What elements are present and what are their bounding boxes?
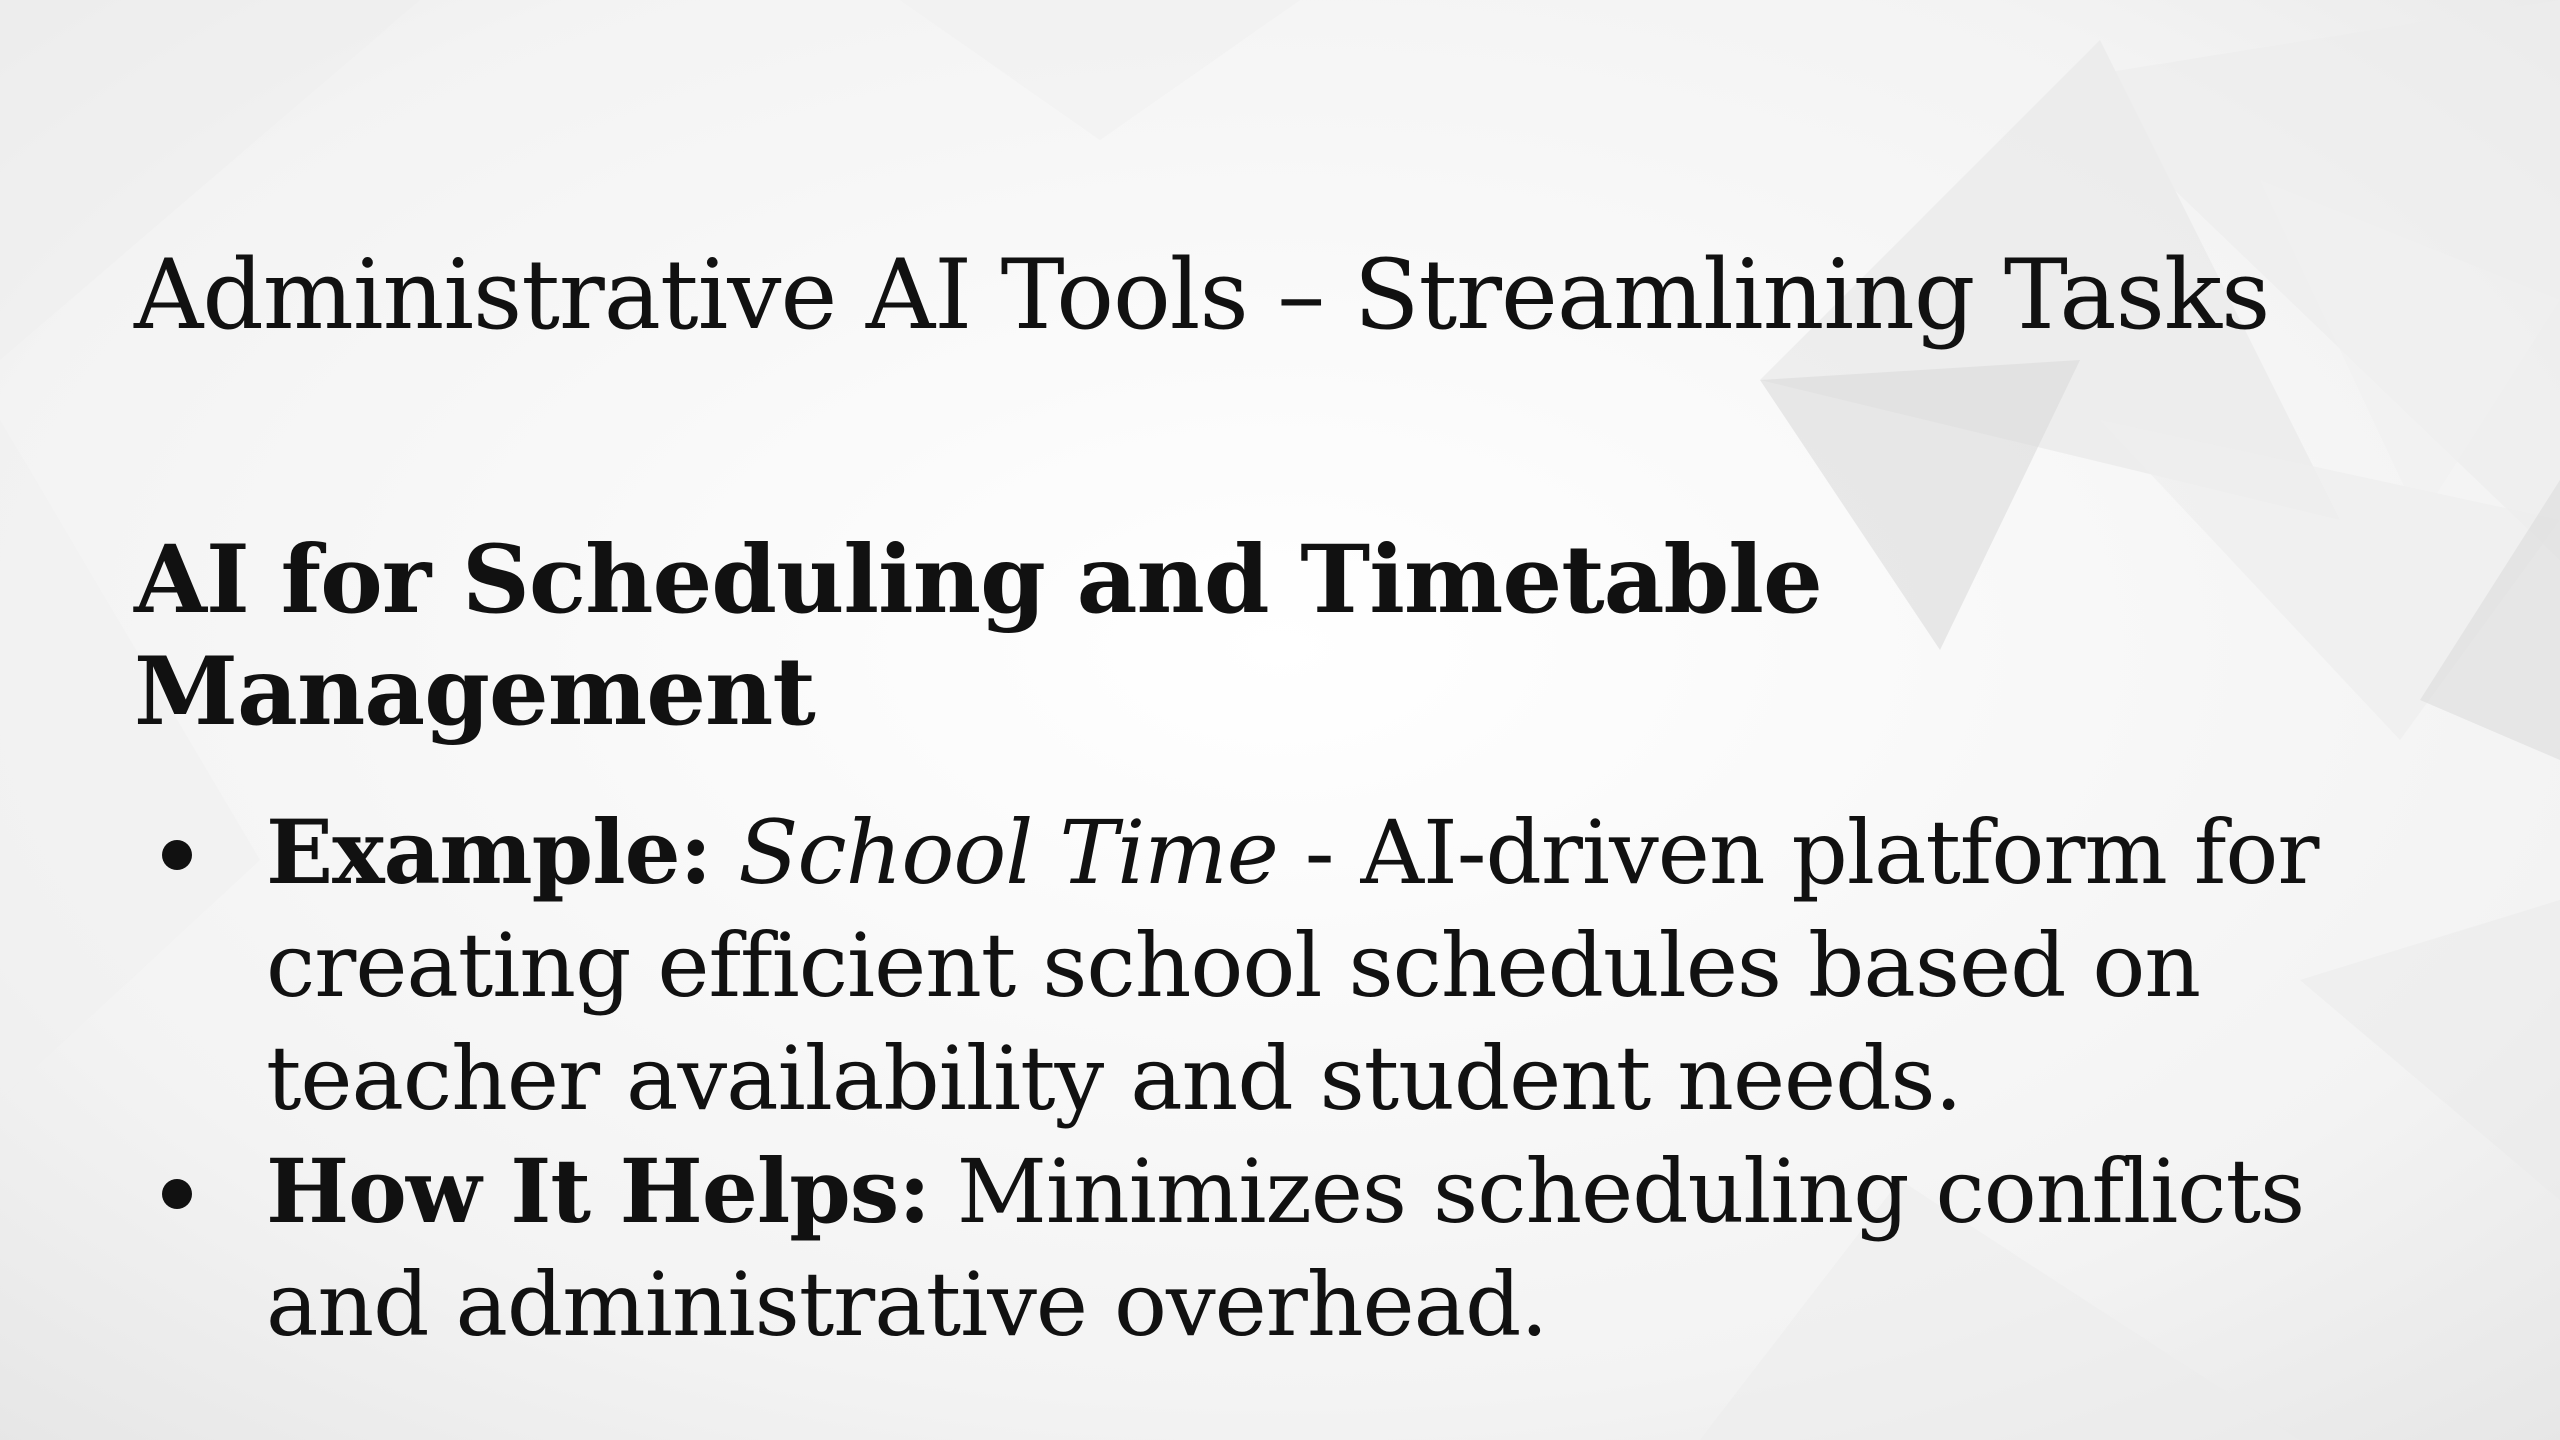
bullet-label: Example: [266,800,712,904]
bullet-list [150,796,2450,1361]
bullet-text: Minimizes scheduling conflicts and administrative overhead. [266,1140,2305,1356]
bullet-dot-icon [162,840,192,870]
product-name: School Time [738,801,1278,904]
bullet-dot-icon [162,1179,192,1209]
slide-title: Administrative AI Tools – Streamlining Tasks [134,239,2270,351]
bullet-text: - AI-driven platform for creating efficient school schedules based on teacher availability and student needs. [266,801,2319,1130]
bullet-item-example [150,796,2450,1135]
bullet-label: How It Helps: [266,1139,930,1243]
section-heading: AI for Scheduling and Timetable Management [134,525,1822,747]
bullet-item-how-it-helps [150,1135,2450,1361]
